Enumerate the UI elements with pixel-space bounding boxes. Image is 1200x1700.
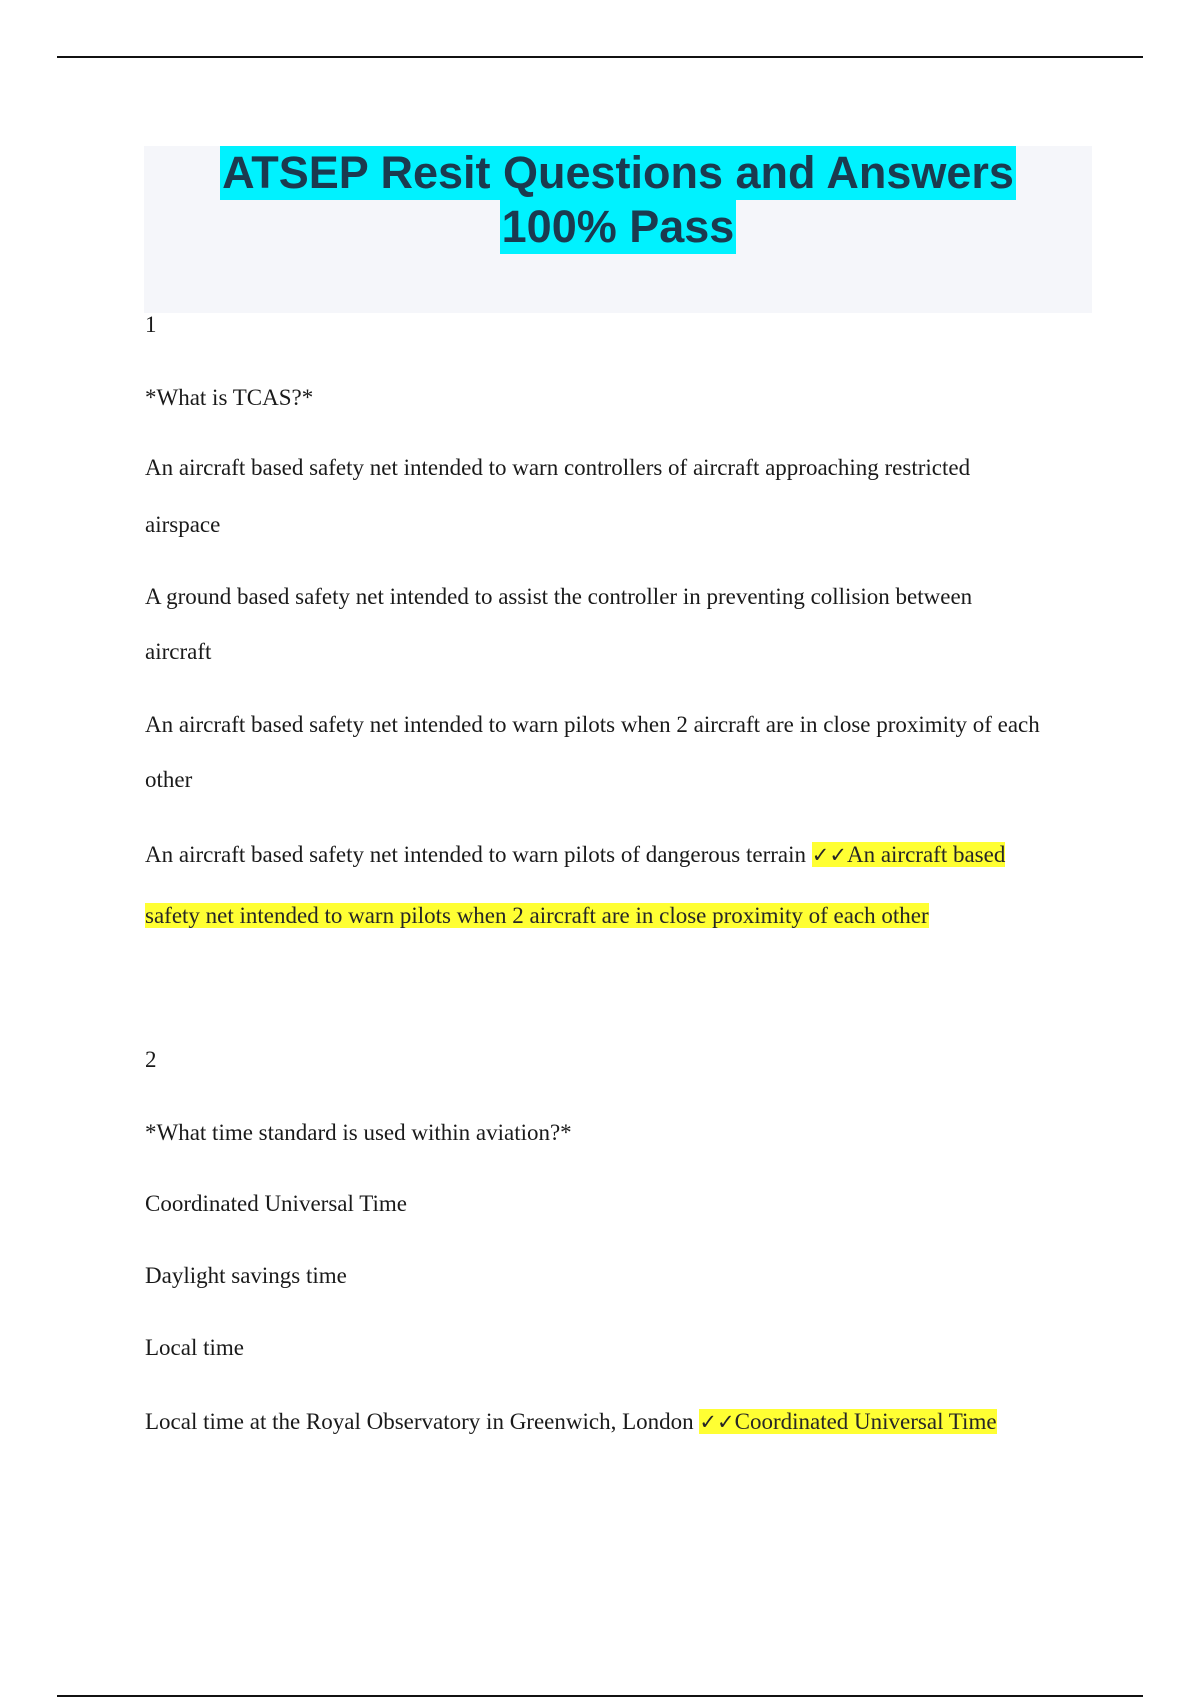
title-block (144, 146, 1092, 313)
option-text-continued: other (145, 767, 193, 792)
answer-text: Coordinated Universal Time (734, 1409, 997, 1434)
option-text: An aircraft based safety net intended to warn pilots when 2 aircraft are in close proximity of each (145, 712, 1040, 737)
option-with-answer (145, 1409, 997, 1435)
answer-text-continued: safety net intended to warn pilots when 2 aircraft are in close proximity of each other (145, 903, 929, 928)
document-title-line-1: ATSEP Resit Questions and Answers (222, 147, 1014, 198)
question-number: 1 (145, 312, 157, 337)
option-text-continued: airspace (145, 512, 221, 537)
option-text: An aircraft based safety net intended to warn controllers of aircraft approaching restricted (145, 455, 971, 480)
option-text: Local time at the Royal Observatory in Greenwich, London (145, 1409, 694, 1434)
answer-continued (145, 903, 929, 929)
checkmark-icon: ✓✓ (699, 1410, 735, 1434)
option-text: Coordinated Universal Time (145, 1191, 407, 1216)
option-text: An aircraft based safety net intended to warn pilots of dangerous terrain (145, 842, 807, 867)
question-number: 2 (145, 1047, 157, 1072)
option-text: Daylight savings time (145, 1263, 347, 1288)
checkmark-icon: ✓✓ (811, 843, 847, 867)
option-text: Local time (145, 1335, 244, 1360)
answer-highlight (699, 1409, 996, 1434)
question-text: *What is TCAS?* (145, 385, 314, 410)
answer-highlight (812, 842, 1006, 867)
answer-text: An aircraft based (846, 842, 1006, 867)
option-text-continued: aircraft (145, 639, 212, 664)
question-text: *What time standard is used within aviation?* (145, 1120, 572, 1145)
header-rule (57, 56, 1143, 58)
footer-rule (57, 1695, 1143, 1697)
option-text: A ground based safety net intended to assist the controller in preventing collision between (145, 584, 973, 609)
document-title-line-2: 100% Pass (501, 201, 735, 252)
option-with-answer (145, 842, 1005, 868)
